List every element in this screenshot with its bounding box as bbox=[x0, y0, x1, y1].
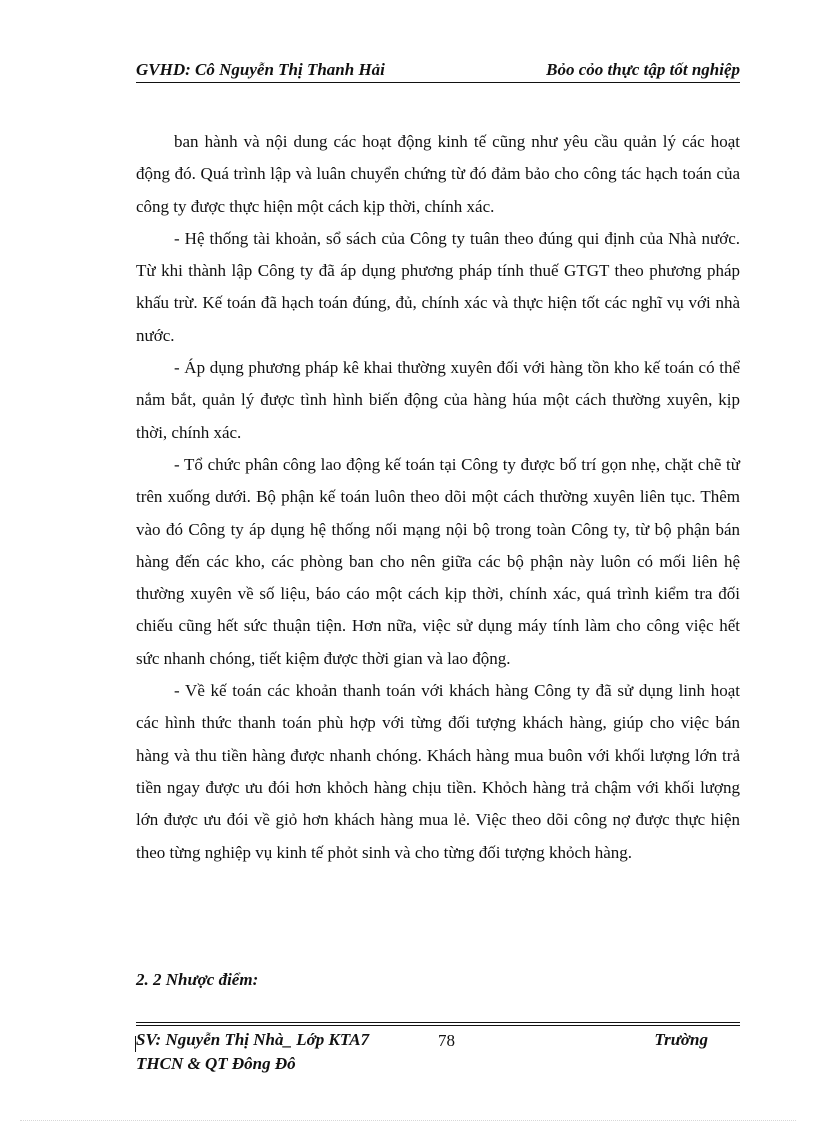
paragraph: ban hành và nội dung các hoạt động kinh tế cũng như yêu cầu quản lý các hoạt động đó. Quá trình lập và luân chuyển chứng từ đó đảm bảo cho công tác hạch toán của công ty được thực hiện một cách kịp thời, chính xác. bbox=[136, 132, 740, 216]
paragraph: - Về kế toán các khoản thanh toán với khách hàng Công ty đã sử dụng linh hoạt các hình thức thanh toán phù hợp với từng đối tượng khách hàng, giúp cho việc bán hàng và thu tiền hàng được nhanh chóng. Khách hàng mua buôn với khối lượng lớn trả tiền ngay được ưu đói hơn khỏch hàng chịu tiền. Khỏch hàng trả chậm với khối lượng lớn được ưu đói về giỏ hơn khách hàng mua lẻ. Việc theo dõi công nợ được thực hiện theo từng nghiệp vụ kinh tế phỏt sinh và cho từng đối tượng khỏch hàng. bbox=[136, 681, 740, 862]
header-advisor: GVHD: Cô Nguyễn Thị Thanh Hải bbox=[136, 60, 385, 79]
body-text bbox=[136, 126, 740, 869]
page-number: 78 bbox=[438, 1031, 455, 1050]
footer-school-line1: Trường bbox=[654, 1030, 708, 1049]
footer-student: SV: Nguyễn Thị Nhà_ Lớp KTA7 bbox=[136, 1030, 370, 1049]
paragraph: - Áp dụng phương pháp kê khai thường xuyên đối với hàng tồn kho kế toán có thể nắm bắt, quản lý được tình hình biến động của hàng húa một cách thường xuyên, kịp thời, chính xác. bbox=[136, 358, 740, 442]
header-rule bbox=[136, 82, 740, 83]
paragraph: - Hệ thống tài khoản, sổ sách của Công ty tuân theo đúng qui định của Nhà nước. Từ khi thành lập Công ty đã áp dụng phương pháp tính thuế GTGT theo phương pháp khấu trừ. Kế toán đã hạch toán đúng, đủ, chính xác và thực hiện tốt các nghĩ vụ với nhà nước. bbox=[136, 228, 740, 345]
footer-school-line2: THCN & QT Đông Đô bbox=[136, 1054, 296, 1073]
page-edge-dots bbox=[20, 1120, 796, 1121]
paragraph: - Tổ chức phân công lao động kế toán tại Công ty được bố trí gọn nhẹ, chặt chẽ từ trên xuống dưới. Bộ phận kế toán luôn theo dõi một cách thường xuyên liên tục. Thêm vào đó Công ty áp dụng hệ thống nối mạng nội bộ trong toàn Công ty, từ bộ phận bán hàng đến các kho, các phòng ban cho nên giữa các bộ phận này luôn có mối liên hệ thường xuyên về số liệu, báo cáo một cách kịp thời, chính xác, quá trình kiểm tra đối chiếu cũng hết sức thuận tiện. Hơn nữa, việc sử dụng máy tính làm cho công việc hết sức nhanh chóng, tiết kiệm được thời gian và lao động. bbox=[136, 454, 740, 668]
footer-rule-bottom bbox=[136, 1025, 740, 1026]
page-header bbox=[136, 58, 740, 84]
header-report-title: Bỏo cỏo thực tập tốt nghiệp bbox=[546, 60, 740, 79]
section-title: 2. 2 Nhược điểm: bbox=[136, 970, 259, 989]
footer-rule-top bbox=[136, 1022, 740, 1023]
